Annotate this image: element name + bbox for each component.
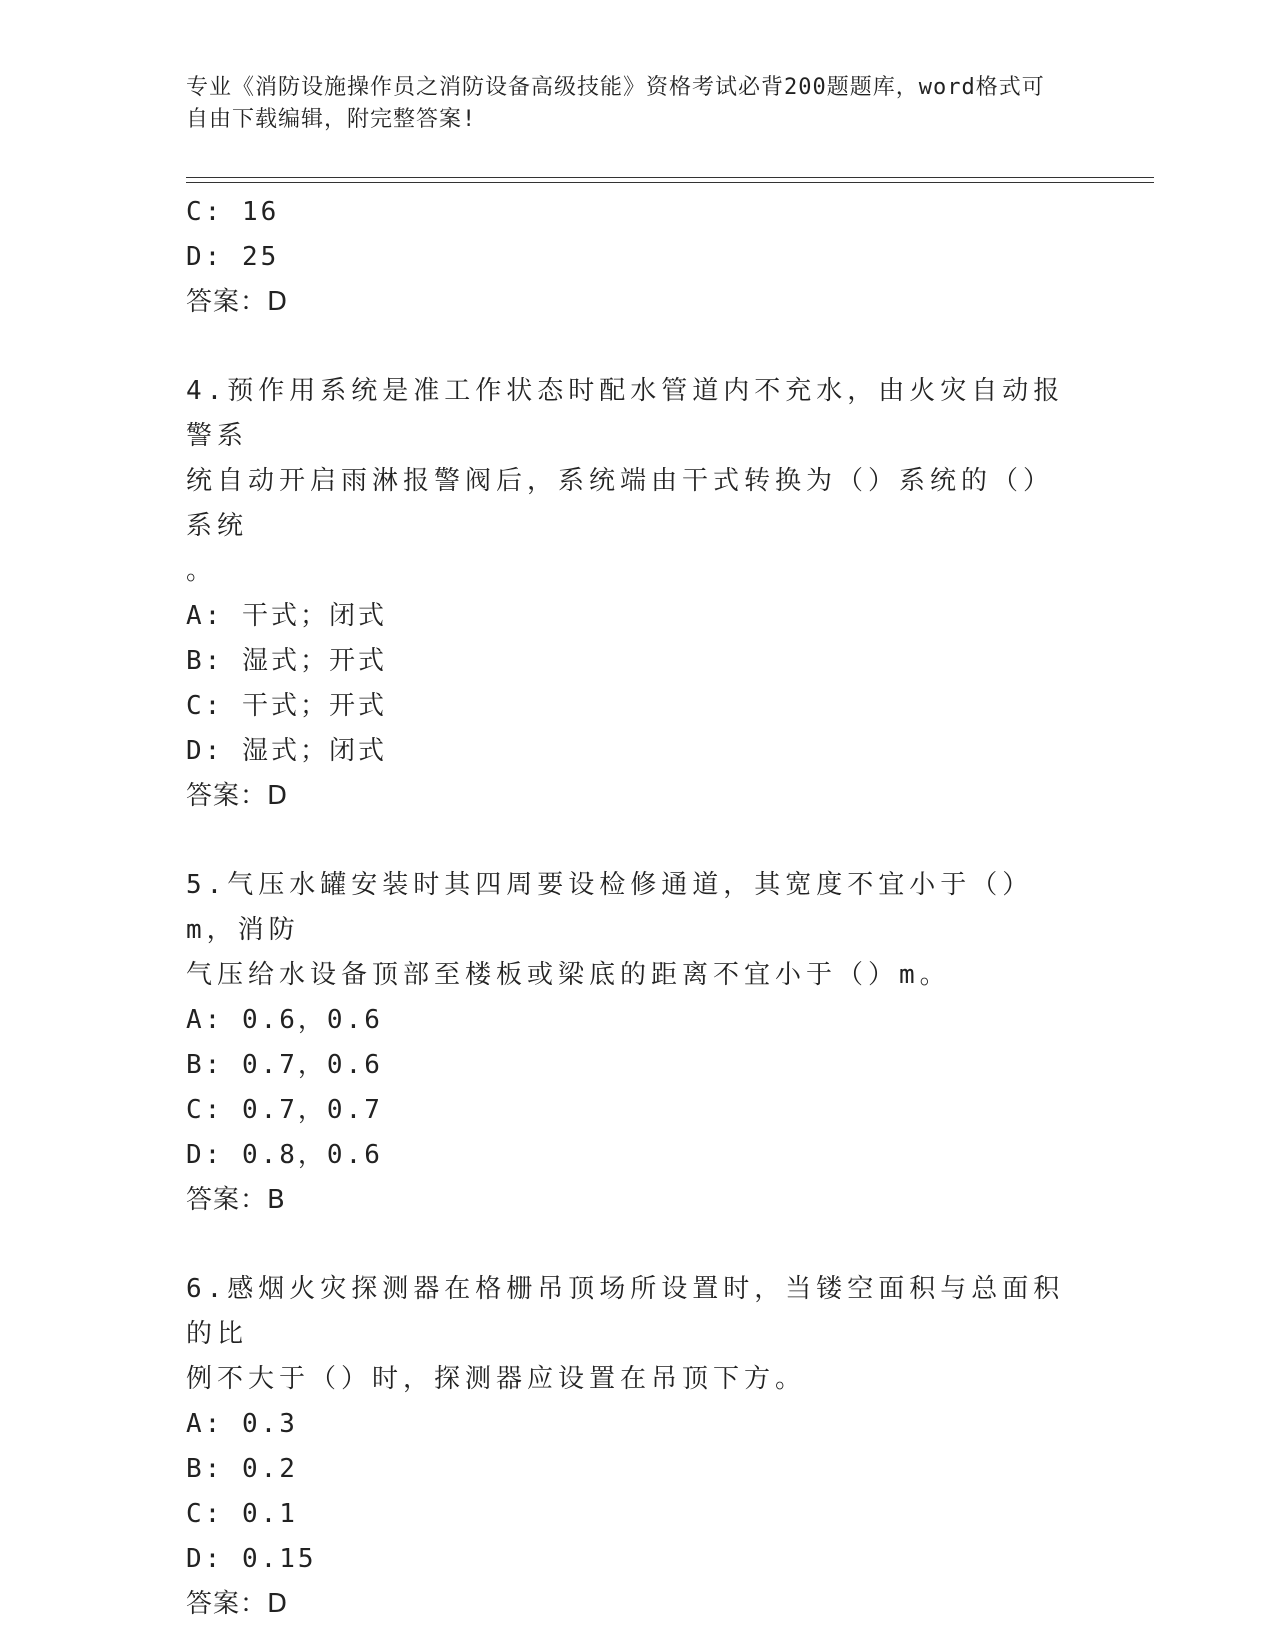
question-4	[186, 369, 1106, 819]
question-stem-line: 气压给水设备顶部至楼板或梁底的距离不宜小于（）m。	[186, 960, 951, 990]
option-d: D: 0.15	[186, 1544, 317, 1574]
option-b: B: 湿式；开式	[186, 646, 387, 676]
answer-line: 答案：D	[186, 781, 289, 811]
question-stem-line: 4.预作用系统是准工作状态时配水管道内不充水，由火灾自动报警系	[186, 376, 1065, 451]
question-6	[186, 1267, 1106, 1627]
answer-line: 答案：D	[186, 1589, 289, 1619]
prev-question-tail	[186, 190, 1106, 325]
option-d: D: 25	[186, 242, 280, 272]
question-stem-line: 例不大于（）时，探测器应设置在吊顶下方。	[186, 1364, 807, 1394]
option-d: D: 0.8，0.6	[186, 1140, 383, 1170]
question-stem-line: 6.感烟火灾探测器在格栅吊顶场所设置时，当镂空面积与总面积的比	[186, 1274, 1065, 1349]
option-c: C: 16	[186, 197, 280, 227]
question-stem-line: 统自动开启雨淋报警阀后，系统端由干式转换为（）系统的（）系统	[186, 466, 1055, 541]
document-page	[186, 0, 1156, 1650]
option-a: A: 0.3	[186, 1409, 298, 1439]
option-d: D: 湿式；闭式	[186, 736, 387, 766]
question-stem-line: 。	[186, 556, 218, 586]
answer-line: 答案：B	[186, 1185, 286, 1215]
option-c: C: 0.1	[186, 1499, 298, 1529]
option-c: C: 0.7，0.7	[186, 1095, 383, 1125]
document-content	[186, 190, 1106, 1627]
option-b: B: 0.7，0.6	[186, 1050, 383, 1080]
question-stem-line: 5.气压水罐安装时其四周要设检修通道，其宽度不宜小于（）m，消防	[186, 870, 1034, 945]
document-header: 专业《消防设施操作员之消防设备高级技能》资格考试必背200题题库，word格式可自由下载编辑，附完整答案!	[186, 75, 1045, 132]
option-a: A: 0.6，0.6	[186, 1005, 383, 1035]
question-5	[186, 863, 1106, 1223]
answer-line: 答案：D	[186, 287, 289, 317]
option-a: A: 干式；闭式	[186, 601, 387, 631]
option-c: C: 干式；开式	[186, 691, 387, 721]
header-divider	[186, 177, 1154, 183]
option-b: B: 0.2	[186, 1454, 298, 1484]
